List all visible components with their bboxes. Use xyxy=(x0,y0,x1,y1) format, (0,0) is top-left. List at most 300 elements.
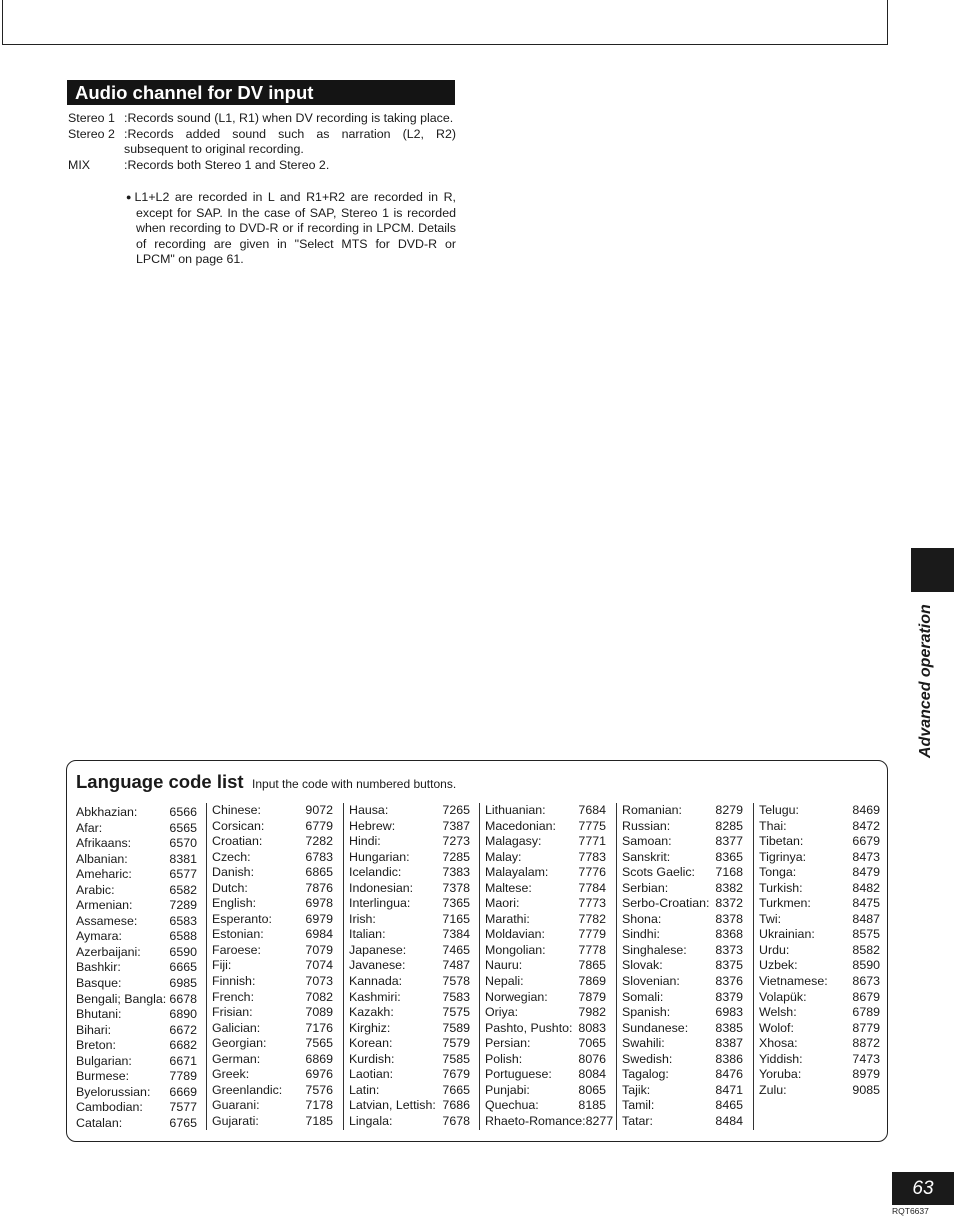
language-list-title: Language code list xyxy=(76,771,244,792)
language-name: Dutch: xyxy=(212,880,248,895)
language-row xyxy=(344,1098,474,1114)
language-name: Cambodian: xyxy=(76,1100,143,1115)
language-row xyxy=(480,1021,610,1037)
audio-term: Stereo 1 xyxy=(68,111,115,125)
language-code: 7679 xyxy=(442,1067,470,1082)
language-row xyxy=(480,1005,610,1021)
language-code: 8084 xyxy=(578,1067,606,1082)
language-code: 7074 xyxy=(305,958,333,973)
language-name: Czech: xyxy=(212,849,251,864)
language-row xyxy=(71,852,201,868)
language-code: 6783 xyxy=(305,849,333,864)
language-code: 8365 xyxy=(715,849,743,864)
language-row xyxy=(617,1098,747,1114)
language-code: 7577 xyxy=(169,1100,197,1115)
language-column-5 xyxy=(616,803,747,1130)
language-name: Indonesian: xyxy=(349,880,414,895)
language-code: 7387 xyxy=(442,818,470,833)
language-code: 7089 xyxy=(305,1005,333,1020)
language-name: Pashto, Pushto: xyxy=(485,1020,573,1035)
language-name: Bihari: xyxy=(76,1022,112,1037)
language-name: Albanian: xyxy=(76,851,128,866)
language-code: 6976 xyxy=(305,1067,333,1082)
language-row xyxy=(480,803,610,819)
language-code: 7779 xyxy=(578,927,606,942)
language-code: 6984 xyxy=(305,927,333,942)
language-row xyxy=(480,1098,610,1114)
language-name: Hungarian: xyxy=(349,849,410,864)
language-code: 8285 xyxy=(715,818,743,833)
language-name: Latin: xyxy=(349,1082,380,1097)
language-row xyxy=(71,883,201,899)
section-tab-marker xyxy=(911,548,954,592)
language-code: 8065 xyxy=(578,1082,606,1097)
language-code: 8083 xyxy=(578,1020,606,1035)
language-name: Kazakh: xyxy=(349,1005,394,1020)
language-row xyxy=(71,1116,201,1132)
language-name: Punjabi: xyxy=(485,1082,530,1097)
language-code: 7576 xyxy=(305,1082,333,1097)
language-row xyxy=(480,1052,610,1068)
language-code: 6682 xyxy=(169,1038,197,1053)
language-name: Chinese: xyxy=(212,803,261,817)
language-code: 6983 xyxy=(715,1005,743,1020)
language-name: Shona: xyxy=(622,911,662,926)
language-row xyxy=(617,943,747,959)
language-code: 8368 xyxy=(715,927,743,942)
language-code: 7165 xyxy=(442,911,470,926)
language-row xyxy=(71,898,201,914)
language-row xyxy=(754,881,884,897)
language-code: 6669 xyxy=(169,1084,197,1099)
language-row xyxy=(617,881,747,897)
language-code: 7265 xyxy=(442,803,470,817)
language-code: 6577 xyxy=(169,867,197,882)
language-row xyxy=(617,834,747,850)
language-code: 8979 xyxy=(852,1067,880,1082)
language-name: Aymara: xyxy=(76,929,122,944)
language-code: 7365 xyxy=(442,896,470,911)
language-code: 6582 xyxy=(169,882,197,897)
language-row xyxy=(480,819,610,835)
language-name: Marathi: xyxy=(485,911,530,926)
side-section-label: Advanced operation xyxy=(917,604,934,758)
language-name: Urdu: xyxy=(759,942,790,957)
language-column-4 xyxy=(479,803,614,1130)
language-name: German: xyxy=(212,1051,261,1066)
language-row xyxy=(754,896,884,912)
language-code: 8382 xyxy=(715,880,743,895)
language-row xyxy=(344,850,474,866)
language-name: Abkhazian: xyxy=(76,805,138,819)
language-row xyxy=(617,1114,747,1130)
language-name: Catalan: xyxy=(76,1115,123,1130)
language-code: 8372 xyxy=(715,896,743,911)
language-row xyxy=(754,912,884,928)
language-name: Bashkir: xyxy=(76,960,121,975)
language-code: 8465 xyxy=(715,1098,743,1113)
language-row xyxy=(71,914,201,930)
audio-item-stereo2 xyxy=(68,127,456,158)
language-code: 7879 xyxy=(578,989,606,1004)
language-code: 7378 xyxy=(442,880,470,895)
language-row xyxy=(207,896,337,912)
language-name: Estonian: xyxy=(212,927,264,942)
language-code: 7869 xyxy=(578,974,606,989)
language-row xyxy=(71,945,201,961)
language-code: 6588 xyxy=(169,929,197,944)
language-code: 7082 xyxy=(305,989,333,1004)
language-name: Macedonian: xyxy=(485,818,556,833)
language-name: Polish: xyxy=(485,1051,523,1066)
language-column-3 xyxy=(343,803,474,1130)
language-code: 7282 xyxy=(305,834,333,849)
language-name: English: xyxy=(212,896,257,911)
language-name: Mongolian: xyxy=(485,942,546,957)
language-row xyxy=(754,819,884,835)
language-row xyxy=(71,1054,201,1070)
language-code: 7073 xyxy=(305,974,333,989)
language-code: 6890 xyxy=(169,1007,197,1022)
language-row xyxy=(71,867,201,883)
language-name: Slovak: xyxy=(622,958,663,973)
language-code: 8373 xyxy=(715,942,743,957)
language-code: 7589 xyxy=(442,1020,470,1035)
language-name: Latvian, Lettish: xyxy=(349,1098,436,1113)
language-row xyxy=(754,1021,884,1037)
language-code: 8375 xyxy=(715,958,743,973)
language-row xyxy=(480,943,610,959)
language-name: Russian: xyxy=(622,818,671,833)
language-row xyxy=(754,927,884,943)
language-code: 6665 xyxy=(169,960,197,975)
language-name: Byelorussian: xyxy=(76,1084,151,1099)
language-name: Tonga: xyxy=(759,865,797,880)
language-row xyxy=(207,1083,337,1099)
language-name: Croatian: xyxy=(212,834,263,849)
language-name: Greek: xyxy=(212,1067,250,1082)
language-code: 6565 xyxy=(169,820,197,835)
language-code: 6865 xyxy=(305,865,333,880)
language-code: 6566 xyxy=(169,805,197,819)
language-row xyxy=(71,1085,201,1101)
language-name: Sanskrit: xyxy=(622,849,671,864)
language-code: 9072 xyxy=(305,803,333,817)
language-code: 7775 xyxy=(578,818,606,833)
section-heading-audio-channel: Audio channel for DV input xyxy=(67,80,455,105)
language-list-subtitle: Input the code with numbered buttons. xyxy=(252,777,457,791)
language-code: 7578 xyxy=(442,974,470,989)
language-row xyxy=(207,1098,337,1114)
language-code: 7289 xyxy=(169,898,197,913)
language-row xyxy=(480,1113,614,1130)
language-code: 8590 xyxy=(852,958,880,973)
language-name: Assamese: xyxy=(76,913,138,928)
language-name: Icelandic: xyxy=(349,865,402,880)
language-name: Malay: xyxy=(485,849,522,864)
language-name: Serbian: xyxy=(622,880,669,895)
language-code: 6779 xyxy=(305,818,333,833)
language-row xyxy=(480,990,610,1006)
language-code: 7783 xyxy=(578,849,606,864)
language-name: Corsican: xyxy=(212,818,265,833)
language-name: Volapük: xyxy=(759,989,807,1004)
language-name: Irish: xyxy=(349,911,376,926)
language-name: Italian: xyxy=(349,927,386,942)
language-name: Faroese: xyxy=(212,942,261,957)
language-row xyxy=(71,805,201,821)
language-name: Kurdish: xyxy=(349,1051,395,1066)
language-code: 7579 xyxy=(442,1036,470,1051)
language-row xyxy=(617,896,747,912)
language-row xyxy=(344,1083,474,1099)
language-row xyxy=(71,976,201,992)
language-code: 8473 xyxy=(852,849,880,864)
language-name: Yiddish: xyxy=(759,1051,803,1066)
language-row xyxy=(344,834,474,850)
language-name: Galician: xyxy=(212,1020,261,1035)
language-row xyxy=(344,943,474,959)
language-row xyxy=(480,834,610,850)
language-code: 7176 xyxy=(305,1020,333,1035)
language-code: 7565 xyxy=(305,1036,333,1051)
language-code: 8475 xyxy=(852,896,880,911)
language-row xyxy=(617,803,747,819)
language-row xyxy=(754,803,884,819)
language-code: 8779 xyxy=(852,1020,880,1035)
language-code: 6570 xyxy=(169,836,197,851)
language-name: Swedish: xyxy=(622,1051,673,1066)
language-row xyxy=(617,1005,747,1021)
language-name: Uzbek: xyxy=(759,958,798,973)
language-code: 7686 xyxy=(442,1098,470,1113)
language-code: 7684 xyxy=(578,803,606,817)
language-name: Maltese: xyxy=(485,880,532,895)
language-row xyxy=(480,958,610,974)
language-row xyxy=(480,1036,610,1052)
language-row xyxy=(480,1083,610,1099)
language-code: 6678 xyxy=(169,991,197,1006)
language-code: 6583 xyxy=(169,913,197,928)
language-name: Singhalese: xyxy=(622,942,687,957)
audio-desc: :Records added sound such as narration (L2, R2) subsequent to original recording. xyxy=(124,126,456,157)
language-code: 7065 xyxy=(578,1036,606,1051)
language-code: 8673 xyxy=(852,974,880,989)
language-name: Hindi: xyxy=(349,834,381,849)
audio-desc: :Records sound (L1, R1) when DV recording is taking place. xyxy=(124,111,454,125)
language-code: 7773 xyxy=(578,896,606,911)
language-code: 8582 xyxy=(852,942,880,957)
language-code-list xyxy=(66,760,888,1142)
language-row xyxy=(480,912,610,928)
language-row xyxy=(344,881,474,897)
language-column-1 xyxy=(71,805,201,1131)
language-code: 8385 xyxy=(715,1020,743,1035)
language-list-header xyxy=(76,771,456,793)
language-code: 7784 xyxy=(578,880,606,895)
language-name: Javanese: xyxy=(349,958,406,973)
language-row xyxy=(754,865,884,881)
language-code: 7185 xyxy=(305,1113,333,1128)
language-code: 8482 xyxy=(852,880,880,895)
language-name: Rhaeto-Romance: xyxy=(485,1113,586,1128)
language-row xyxy=(344,958,474,974)
language-name: Tagalog: xyxy=(622,1067,669,1082)
language-code: 6765 xyxy=(169,1115,197,1130)
language-name: Portuguese: xyxy=(485,1067,552,1082)
language-name: Slovenian: xyxy=(622,974,680,989)
audio-channel-list xyxy=(68,111,456,267)
language-row xyxy=(480,974,610,990)
audio-term: MIX xyxy=(68,157,91,172)
language-row xyxy=(344,819,474,835)
language-name: Yoruba: xyxy=(759,1067,802,1082)
language-code: 8376 xyxy=(715,974,743,989)
language-row xyxy=(207,927,337,943)
language-name: Bhutani: xyxy=(76,1007,122,1022)
language-name: Norwegian: xyxy=(485,989,548,1004)
language-code: 7771 xyxy=(578,834,606,849)
language-row xyxy=(344,974,474,990)
language-code: 6590 xyxy=(169,944,197,959)
language-name: Vietnamese: xyxy=(759,974,828,989)
language-name: Quechua: xyxy=(485,1098,539,1113)
language-row xyxy=(207,912,337,928)
language-row xyxy=(480,850,610,866)
language-row xyxy=(617,1021,747,1037)
language-code: 7778 xyxy=(578,942,606,957)
language-code: 8872 xyxy=(852,1036,880,1051)
language-row xyxy=(344,1052,474,1068)
language-row xyxy=(617,958,747,974)
language-row xyxy=(207,990,337,1006)
language-code: 7285 xyxy=(442,849,470,864)
language-row xyxy=(71,1023,201,1039)
language-name: Tatar: xyxy=(622,1113,653,1128)
language-name: Samoan: xyxy=(622,834,672,849)
language-row xyxy=(480,896,610,912)
language-code: 7487 xyxy=(442,958,470,973)
language-code: 8472 xyxy=(852,818,880,833)
language-name: Ameharic: xyxy=(76,867,132,882)
language-row xyxy=(207,881,337,897)
language-name: Guarani: xyxy=(212,1098,260,1113)
language-name: Telugu: xyxy=(759,803,799,817)
language-name: Turkmen: xyxy=(759,896,811,911)
language-name: Greenlandic: xyxy=(212,1082,283,1097)
language-code: 8387 xyxy=(715,1036,743,1051)
language-row xyxy=(344,912,474,928)
language-row xyxy=(207,1005,337,1021)
language-row xyxy=(617,1083,747,1099)
language-code: 8076 xyxy=(578,1051,606,1066)
language-code: 6672 xyxy=(169,1022,197,1037)
language-row xyxy=(207,1052,337,1068)
language-row xyxy=(71,821,201,837)
language-name: Welsh: xyxy=(759,1005,797,1020)
language-row xyxy=(754,850,884,866)
language-name: Danish: xyxy=(212,865,255,880)
language-name: Laotian: xyxy=(349,1067,394,1082)
language-code: 6985 xyxy=(169,976,197,991)
language-code: 7776 xyxy=(578,865,606,880)
audio-item-mix xyxy=(68,158,456,174)
language-code: 8277 xyxy=(585,1113,614,1128)
language-code: 7782 xyxy=(578,911,606,926)
language-code: 6978 xyxy=(305,896,333,911)
language-name: Fiji: xyxy=(212,958,232,973)
language-code: 6679 xyxy=(852,834,880,849)
language-name: Swahili: xyxy=(622,1036,665,1051)
language-name: Tamil: xyxy=(622,1098,655,1113)
language-row xyxy=(754,1067,884,1083)
language-code: 7465 xyxy=(442,942,470,957)
language-name: Afar: xyxy=(76,820,103,835)
language-row xyxy=(207,943,337,959)
language-code: 9085 xyxy=(852,1082,880,1097)
language-row xyxy=(754,1083,884,1099)
language-name: Basque: xyxy=(76,976,122,991)
language-name: Wolof: xyxy=(759,1020,794,1035)
language-code: 7876 xyxy=(305,880,333,895)
language-name: Bengali; Bangla: xyxy=(76,991,167,1006)
language-code: 7273 xyxy=(442,834,470,849)
language-row xyxy=(617,974,747,990)
language-row xyxy=(344,1036,474,1052)
language-row xyxy=(754,943,884,959)
language-code: 8185 xyxy=(578,1098,606,1113)
language-row xyxy=(71,960,201,976)
language-code: 7079 xyxy=(305,942,333,957)
language-row xyxy=(207,1067,337,1083)
language-name: Lingala: xyxy=(349,1113,393,1128)
language-row xyxy=(617,819,747,835)
language-code: 7168 xyxy=(715,865,743,880)
language-name: Afrikaans: xyxy=(76,836,132,851)
language-name: Frisian: xyxy=(212,1005,253,1020)
language-name: Hebrew: xyxy=(349,818,396,833)
language-code: 8575 xyxy=(852,927,880,942)
language-column-6 xyxy=(753,803,884,1130)
language-name: Maori: xyxy=(485,896,520,911)
language-row xyxy=(344,1021,474,1037)
language-row xyxy=(617,1036,747,1052)
language-name: Thai: xyxy=(759,818,787,833)
language-name: Bulgarian: xyxy=(76,1053,132,1068)
page-number: 63 xyxy=(892,1172,954,1205)
language-code: 8381 xyxy=(169,851,197,866)
language-name: Nauru: xyxy=(485,958,523,973)
mix-note xyxy=(126,190,456,268)
language-code: 6671 xyxy=(169,1053,197,1068)
language-row xyxy=(480,881,610,897)
language-row xyxy=(207,958,337,974)
language-name: Armenian: xyxy=(76,898,133,913)
language-row xyxy=(617,990,747,1006)
language-row xyxy=(344,803,474,819)
language-row xyxy=(754,990,884,1006)
language-name: Malagasy: xyxy=(485,834,542,849)
language-row xyxy=(207,1021,337,1037)
language-name: Korean: xyxy=(349,1036,393,1051)
language-code: 8386 xyxy=(715,1051,743,1066)
language-code: 7865 xyxy=(578,958,606,973)
language-row xyxy=(207,865,337,881)
language-name: Sindhi: xyxy=(622,927,660,942)
language-name: Arabic: xyxy=(76,882,115,897)
language-name: Lithuanian: xyxy=(485,803,546,817)
language-row xyxy=(617,1052,747,1068)
